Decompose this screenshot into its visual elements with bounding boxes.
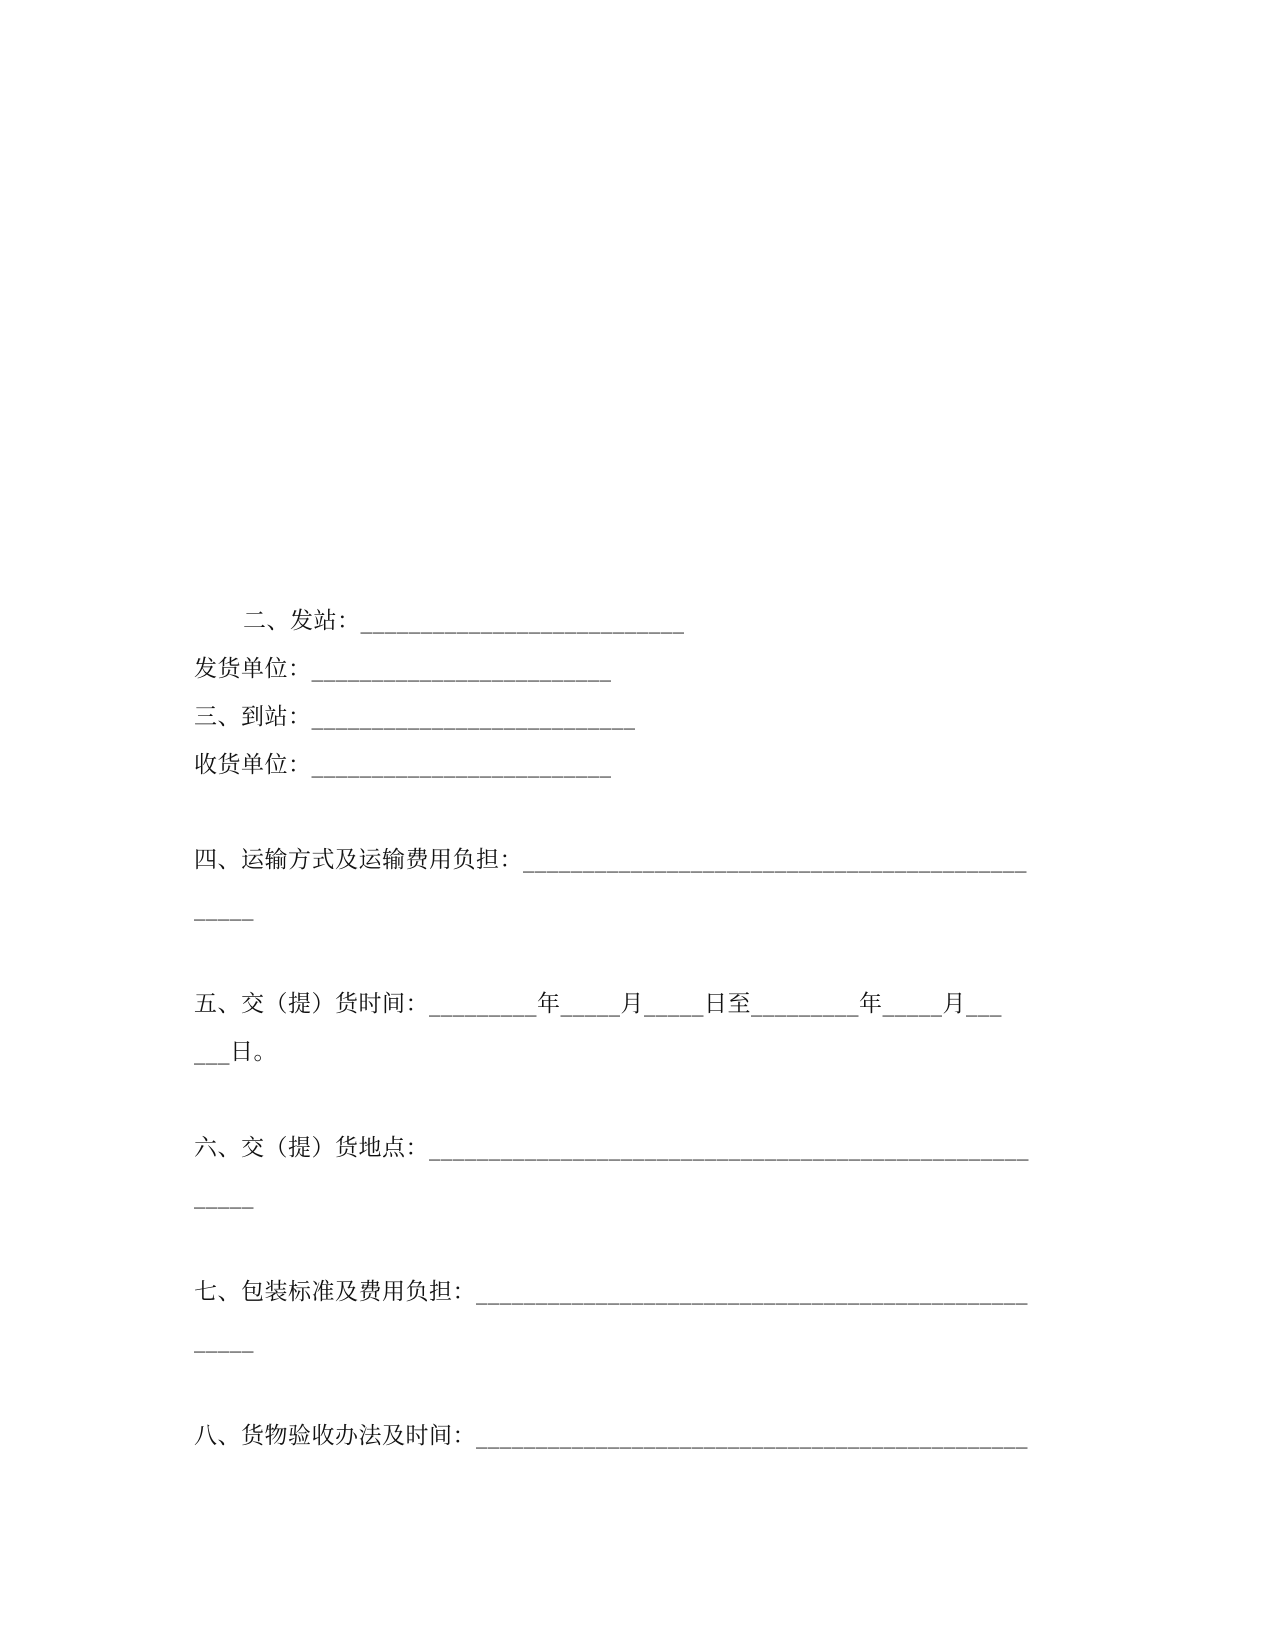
section-7-continuation: _____ xyxy=(194,1327,254,1353)
section-7-packaging-cost: 七、包装标准及费用负担：______________________________________________ xyxy=(194,1279,1028,1305)
section-3-arrival-station: 三、到站：___________________________ xyxy=(194,704,636,730)
shipper-unit-field: 发货单位：_________________________ xyxy=(194,656,612,682)
section-2-departure-station: 二、发站：___________________________ xyxy=(243,608,685,634)
section-8-acceptance-method: 八、货物验收办法及时间：______________________________________________ xyxy=(194,1423,1028,1449)
section-4-continuation: _____ xyxy=(194,895,254,921)
section-6-continuation: _____ xyxy=(194,1183,254,1209)
section-5-delivery-time: 五、交（提）货时间：_________年_____月_____日至_________年_____月___ xyxy=(194,991,1002,1017)
section-4-transport-cost: 四、运输方式及运输费用负担：__________________________________________ xyxy=(194,847,1027,873)
section-5-continuation: ___日。 xyxy=(194,1039,277,1065)
section-6-delivery-location: 六、交（提）货地点：__________________________________________________ xyxy=(194,1135,1029,1161)
consignee-unit-field: 收货单位：_________________________ xyxy=(194,752,612,778)
